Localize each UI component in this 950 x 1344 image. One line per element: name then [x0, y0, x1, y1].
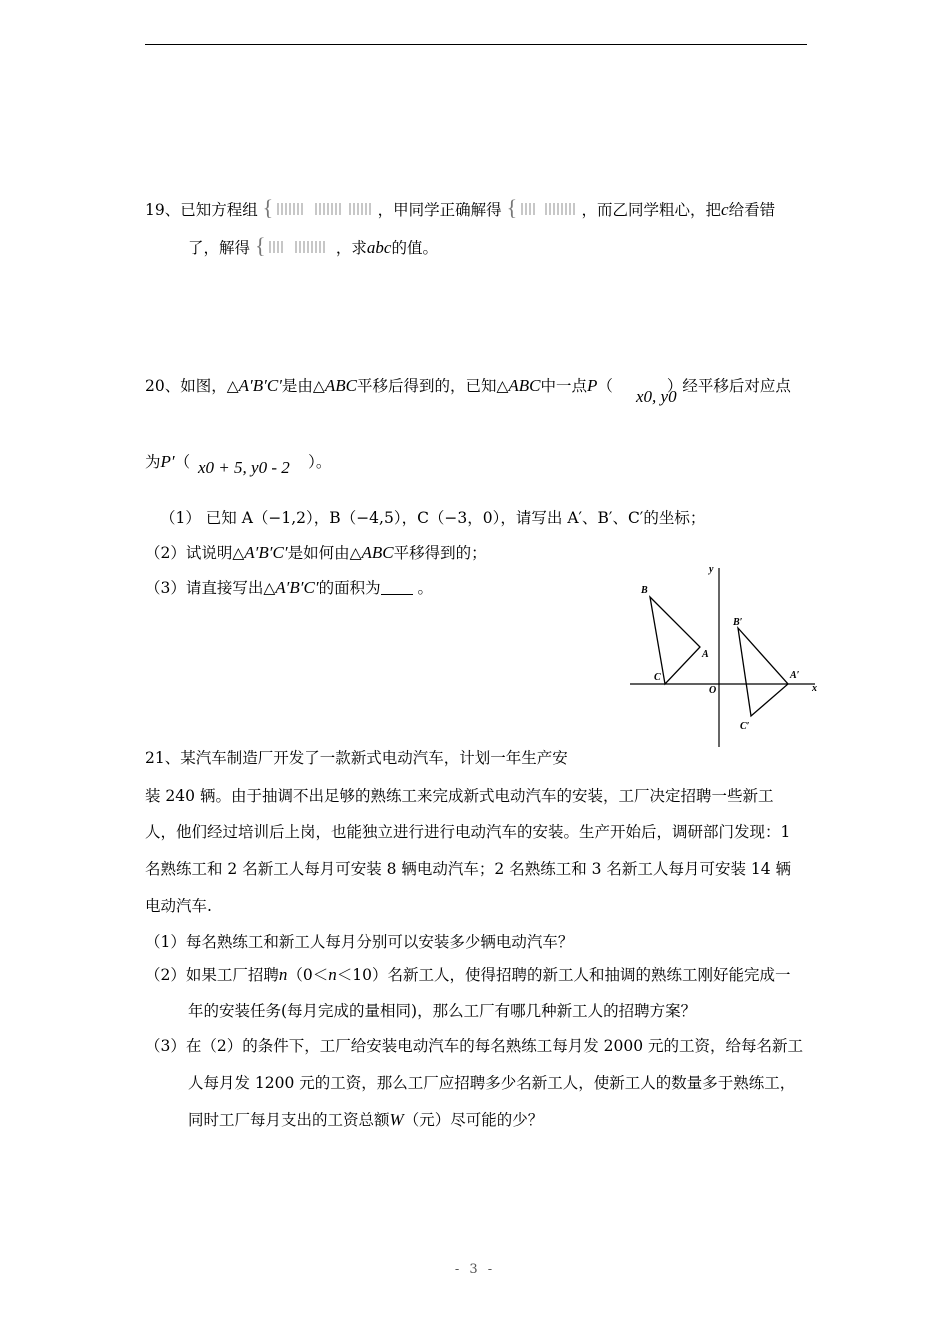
page-number: - 3 - [454, 1262, 496, 1277]
q20-sub3: （3）请直接写出△A′B′C′的面积为 。 [145, 578, 434, 597]
triangle-A-prime-B-prime-C-prime [738, 628, 788, 716]
origin-label: O [709, 685, 717, 696]
y-axis-label: y [709, 564, 714, 575]
equation-system-image: { [263, 201, 373, 217]
label-B: B [641, 585, 648, 596]
header-rule [145, 44, 807, 45]
q20-sub1: （1） 已知 A（−1,2），B（−4,5），C（−3，0），请写出 A′、B′、C′的坐标； [160, 509, 706, 527]
x-axis-label: x [812, 683, 817, 694]
q21-sub2-line2: 年的安装任务(每月完成的量相同)，那么工厂有哪几种新工人的招聘方案？ [188, 1002, 697, 1020]
label-C-prime: C′ [740, 721, 750, 732]
q21-sub3-line1: （3）在（2）的条件下，工厂给安装电动汽车的每名熟练工每月发 2000 元的工资，给每名新工 [145, 1037, 804, 1055]
triangle-ABC [650, 597, 700, 684]
point-P-coordinates: x0, y0 [636, 387, 677, 406]
q21-sub2-line1: （2）如果工厂招聘n（0＜n＜10）名新工人，使得招聘的新工人和抽调的熟练工刚好能完成一 [145, 965, 791, 984]
solution-image-1: { [507, 201, 577, 217]
q19-line1: 19、已知方程组 { ，甲同学正确解得 { ，而乙同学粗心，把c给看错 [145, 195, 776, 220]
label-C: C [654, 672, 661, 683]
point-P-prime-coordinates: x0 + 5, y0 - 2 [198, 458, 290, 477]
q21-sub1: （1）每名熟练工和新工人每月分别可以安装多少辆电动汽车？ [145, 933, 574, 951]
q21-line5: 电动汽车. [145, 897, 212, 915]
q21-line2: 装 240 辆。由于抽调不出足够的熟练工来完成新式电动汽车的安装，工厂决定招聘一些新工 [145, 787, 774, 805]
q19-line2: 了，解得 { ，求abc的值。 [188, 233, 438, 258]
q21-line4: 名熟练工和 2 名新工人每月可安装 8 辆电动汽车；2 名熟练工和 3 名新工人每月可安装 14 辆 [145, 860, 792, 878]
label-A-prime: A′ [790, 670, 800, 681]
label-A: A [702, 649, 709, 660]
q21-line3: 人，他们经过培训后上岗，也能独立进行进行电动汽车的安装。生产开始后，调研部门发现：1 [145, 823, 791, 841]
solution-image-2: { [255, 239, 331, 255]
answer-blank [381, 580, 413, 595]
q21-sub3-line3: 同时工厂每月支出的工资总额W（元）尽可能的少？ [188, 1110, 544, 1129]
q20-line1: 20、如图，△A′B′C′是由△ABC平移后得到的，已知△ABC中一点P（ ）经平移后对应点 [145, 376, 791, 395]
q20-sub2: （2）试说明△A′B′C′是如何由△ABC平移得到的； [145, 543, 487, 562]
q21-line1: 21、某汽车制造厂开发了一款新式电动汽车，计划一年生产安 [145, 749, 568, 767]
translation-figure [625, 560, 830, 750]
q20-line2: 为P′（ ）。 [145, 452, 332, 471]
label-B-prime: B′ [733, 617, 743, 628]
q21-sub3-line2: 人每月发 1200 元的工资，那么工厂应招聘多少名新工人，使新工人的数量多于熟练工， [188, 1074, 796, 1092]
